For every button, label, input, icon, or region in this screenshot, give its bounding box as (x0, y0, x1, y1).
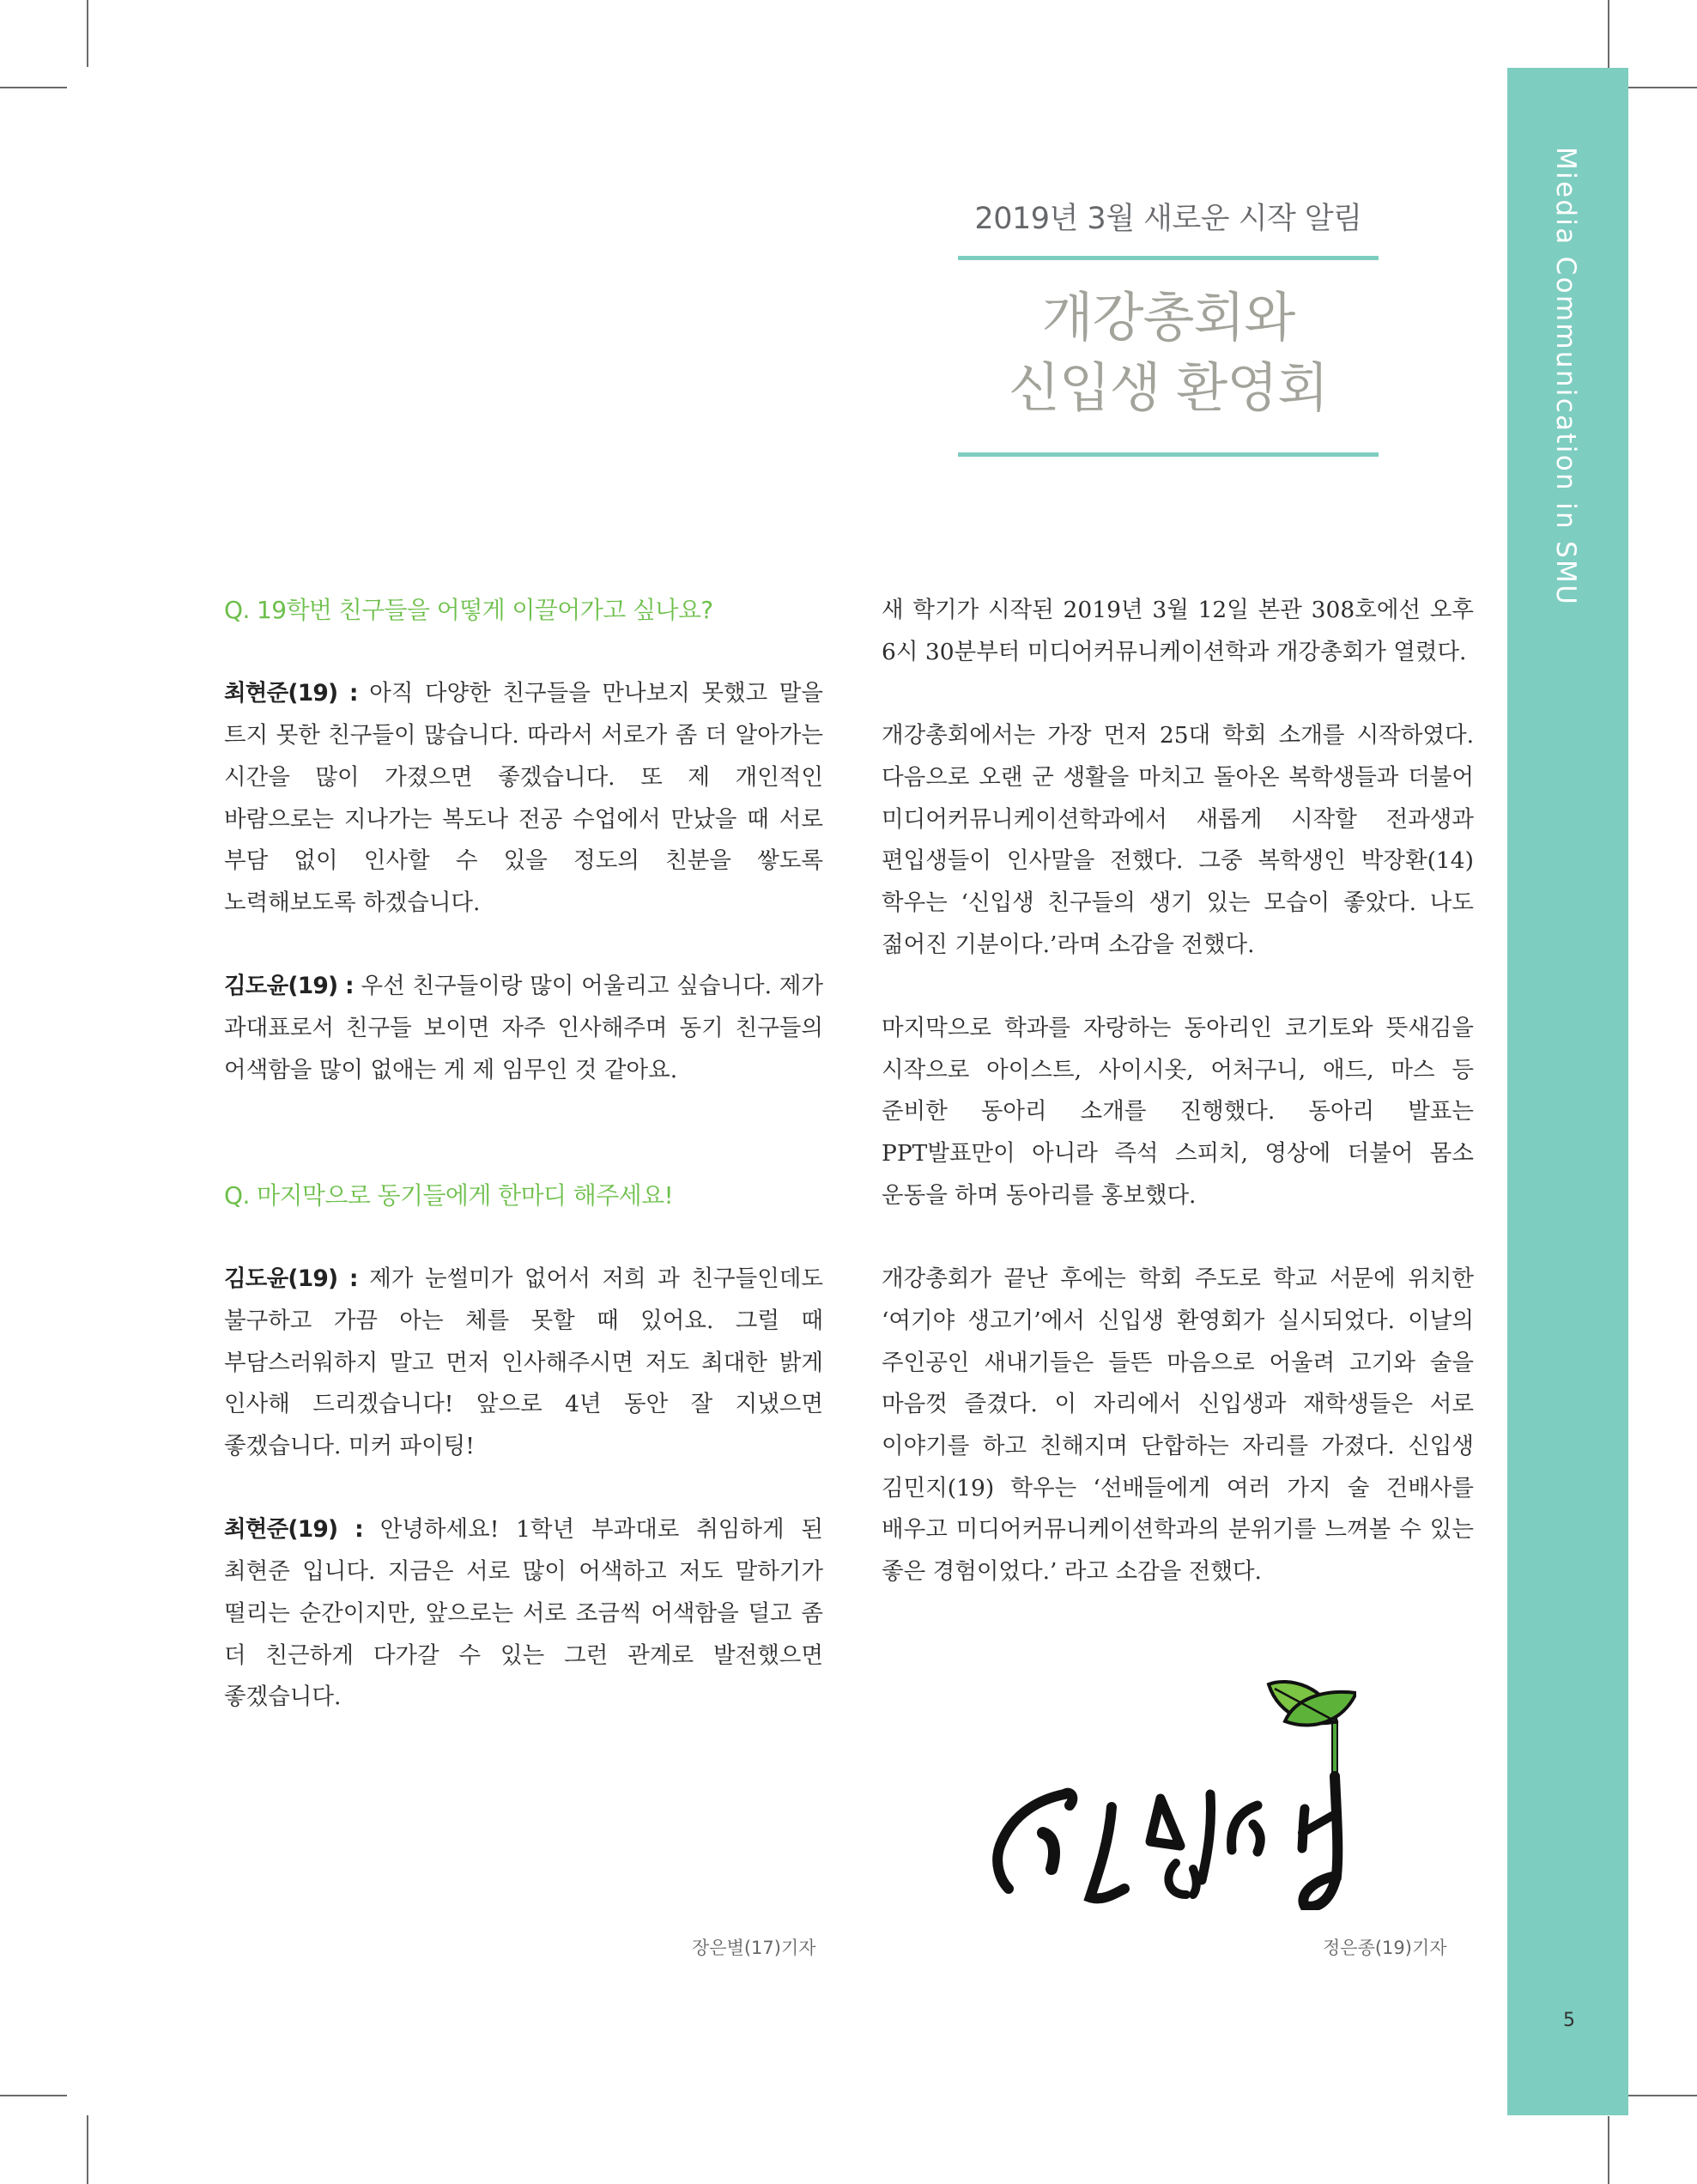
crop-mark (1608, 2116, 1609, 2184)
crop-mark (0, 2095, 67, 2096)
sprout-icon (961, 1670, 1356, 1910)
section-side-bar (1507, 68, 1628, 2115)
divider-bottom (958, 452, 1379, 457)
sprout-calligraphy-illustration (961, 1670, 1356, 1910)
divider-top (958, 256, 1379, 260)
article-header (958, 197, 1379, 457)
article-kicker: 2019년 3월 새로운 시작 알림 (974, 202, 1362, 236)
article-paragraph: 새 학기가 시작된 2019년 3월 12일 본관 308호에선 오후 6시 30분부터 미디어커뮤니케이션학과 개강총회가 열렸다. (882, 597, 1474, 665)
speaker-name: 최현준(19) : (224, 1516, 363, 1544)
crop-mark (0, 87, 67, 88)
side-bar-title: Miedia Communication in SMU (1550, 147, 1581, 607)
article-body-column (882, 590, 1474, 1593)
article-paragraph: 개강총회가 끝난 후에는 학회 주도로 학교 서문에 위치한 ‘여기야 생고기’에서 신입생 환영회가 실시되었다. 이날의 주인공인 새내기들은 들뜬 마음으로 어울려 고기와 술을 마음껏 즐겼다. 이 자리에서 신입생과 재학생들은 서로 이야기를 하고 친해지며 단합하는 자리를 가졌다. 신입생 김민지(19) 학우는 ‘선배들에게 여러 가지 술 건배사를 배우고 미디어커뮤니케이션학과의 분위기를 느껴볼 수 있는 좋은 경험이었다.’ 라고 소감을 전했다. (882, 1265, 1474, 1586)
speaker-name: 김도윤(19) : (224, 1265, 358, 1293)
interview-column (224, 590, 823, 1719)
speaker-name: 김도윤(19) : (224, 973, 354, 1000)
answer-text: 제가 눈썰미가 없어서 저희 과 친구들인데도 불구하고 가끔 아는 체를 못할 때 있어요. 그럴 때 부담스러워하지 말고 먼저 인사해주시면 저도 최대한 밝게 인사해 드리겠습니다! 앞으로 4년 동안 잘 지냈으면 좋겠습니다. 미커 파이팅! (224, 1265, 823, 1459)
interview-answer (224, 1259, 823, 1468)
interview-question-2: Q. 마지막으로 동기들에게 한마디 해주세요! (224, 1180, 674, 1210)
byline-interview-reporter: 장은별(17)기자 (692, 1938, 816, 1958)
article-paragraph: 개강총회에서는 가장 먼저 25대 학회 소개를 시작하였다. 다음으로 오랜 군 생활을 마치고 돌아온 복학생들과 더불어 미디어커뮤니케이션학과에서 새롭게 시작할 전과생과 편입생들이 인사말을 전했다. 그중 복학생인 박장환(14) 학우는 ‘신입생 친구들의 생기 있는 모습이 좋았다. 나도 젊어진 기분이다.’라며 소감을 전했다. (882, 722, 1474, 958)
interview-answer (224, 1509, 823, 1719)
crop-mark (1628, 87, 1697, 88)
page-number: 5 (1563, 2010, 1575, 2031)
interview-answer (224, 673, 823, 924)
crop-mark (87, 2115, 88, 2184)
crop-mark (1608, 0, 1609, 68)
interview-answer (224, 966, 823, 1091)
speaker-name: 최현준(19) : (224, 680, 358, 707)
crop-mark (87, 0, 88, 67)
answer-text: 안녕하세요! 1학년 부과대로 취임하게 된 최현준 입니다. 지금은 서로 많이 어색하고 저도 말하기가 떨리는 순간이지만, 앞으로는 서로 조금씩 어색함을 덜고 좀 더 친근하게 다가갈 수 있는 그런 관계로 발전했으면 좋겠습니다. (224, 1516, 823, 1711)
article-paragraph: 마지막으로 학과를 자랑하는 동아리인 코기토와 뜻새김을 시작으로 아이스트, 사이시옷, 어처구니, 애드, 마스 등 준비한 동아리 소개를 진행했다. 동아리 발표는 PPT발표만이 아니라 즉석 스피치, 영상에 더불어 몸소 운동을 하며 동아리를 홍보했다. (882, 1015, 1474, 1209)
answer-text: 아직 다양한 친구들을 만나보지 못했고 말을 트지 못한 친구들이 많습니다. 따라서 서로가 좀 더 알아가는 시간을 많이 가졌으면 좋겠습니다. 또 제 개인적인 바람으로는 지나가는 복도나 전공 수업에서 만났을 때 서로 부담 없이 인사할 수 있을 정도의 친분을 쌓도록 노력해보도록 하겠습니다. (224, 680, 823, 916)
headline-line-2: 신입생 환영회 (1008, 356, 1329, 419)
headline-line-1: 개강총회와 (1041, 286, 1295, 349)
byline-article-reporter: 정은종(19)기자 (1323, 1938, 1447, 1958)
crop-mark (1628, 2095, 1697, 2096)
interview-question-1: Q. 19학번 친구들을 어떻게 이끌어가고 싶나요? (224, 596, 713, 624)
answer-text: 우선 친구들이랑 많이 어울리고 싶습니다. 제가 과대표로서 친구들 보이면 자주 인사해주며 동기 친구들의 어색함을 많이 없애는 게 제 임무인 것 같아요. (224, 973, 823, 1083)
article-headline (958, 282, 1379, 423)
